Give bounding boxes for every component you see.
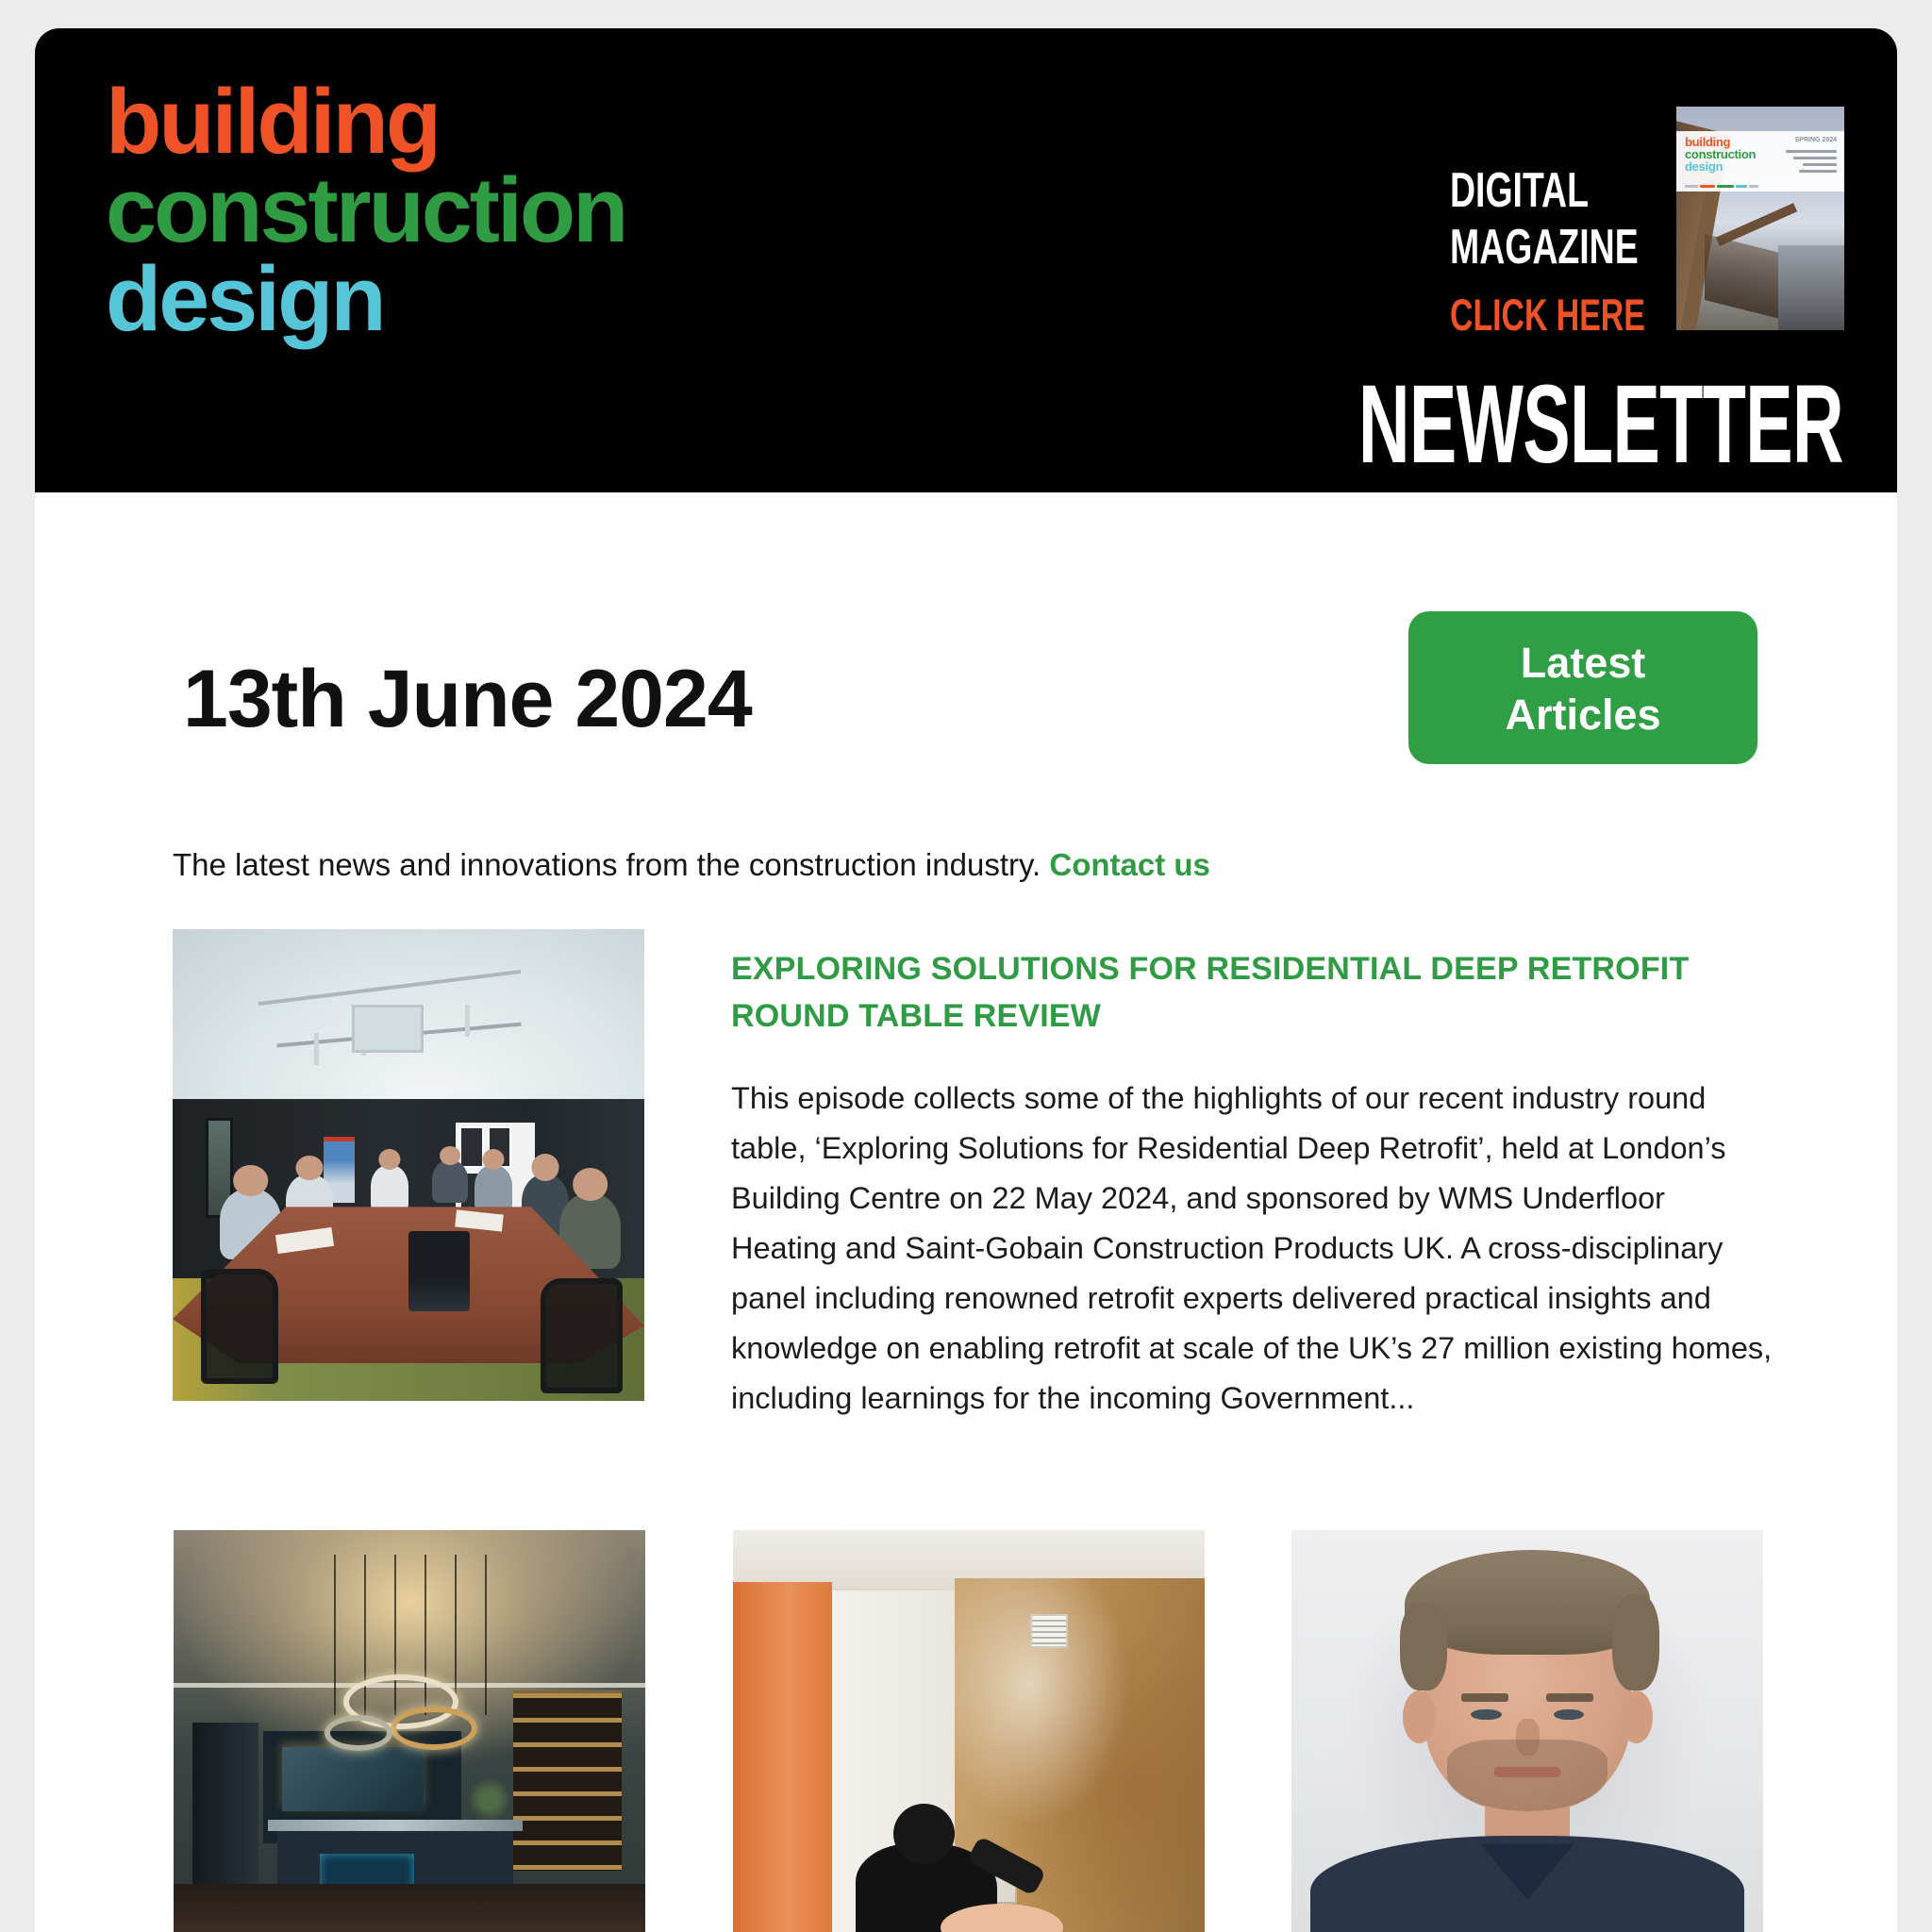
kitchen-backsplash-shape — [282, 1747, 424, 1811]
cover-logo-word-building: building — [1685, 135, 1731, 149]
meeting-person — [475, 1165, 512, 1212]
cover-photo-cityscape — [1778, 245, 1844, 330]
latest-articles-label-line1: Latest — [1520, 638, 1646, 687]
meeting-ceiling-vent — [352, 1005, 424, 1053]
cover-logo-word-design: design — [1685, 159, 1724, 174]
article-body-text: This episode collects some of the highlights of our recent industry round table, ‘Exploring Solutions for Residential Deep Retrofit’, held at London’s Building Centre on 22 May 2024, and sponsored by WMS Underfloor Heating and Saint-Gobain Construction Products UK. A cross-disciplinary panel including renowned retrofit experts delivered practical insights and knowledge on enabling retrofit at scale of the UK’s 27 million existing homes, including learnings for the incoming Government... — [731, 1081, 1773, 1415]
latest-articles-button[interactable] — [1408, 611, 1757, 764]
kitchen-shelving-shape — [513, 1690, 622, 1870]
portrait-eye — [1471, 1709, 1502, 1721]
cover-url-segment — [1717, 185, 1734, 188]
meeting-pendant-light — [314, 1033, 319, 1065]
contact-us-link[interactable]: Contact us — [1049, 847, 1210, 882]
newsletter-card — [35, 28, 1897, 1932]
portrait-ear — [1403, 1690, 1436, 1742]
digital-magazine-label-line1: DIGITAL — [1450, 163, 1589, 218]
meeting-pendant-light — [465, 1005, 470, 1037]
portrait-hair-side — [1612, 1594, 1659, 1690]
portrait-hair-side — [1400, 1603, 1447, 1691]
cover-contents-line — [1793, 157, 1837, 159]
gallery-image-kitchen[interactable] — [174, 1530, 645, 1932]
portrait-eyebrow — [1461, 1693, 1508, 1702]
meeting-person — [432, 1160, 468, 1203]
logo-word-construction: construction — [106, 158, 626, 261]
cover-contents-list — [1786, 150, 1837, 176]
cover-contents-line — [1786, 150, 1837, 153]
kitchen-floor-shape — [174, 1884, 645, 1932]
magazine-cover-thumbnail[interactable] — [1676, 107, 1844, 330]
cover-website-line — [1685, 185, 1758, 188]
gallery-image-wall-prep[interactable] — [733, 1530, 1205, 1932]
meeting-chair-shape — [201, 1269, 278, 1384]
logo-word-design: design — [106, 247, 384, 350]
date-heading: 13th June 2024 — [183, 654, 752, 744]
kitchen-cabinet-shape — [192, 1723, 258, 1883]
kitchen-ring-chandelier — [325, 1715, 392, 1751]
portrait-mouth — [1494, 1767, 1560, 1776]
cover-url-segment — [1736, 185, 1747, 188]
cover-url-segment — [1700, 185, 1715, 188]
article-image-round-table[interactable] — [173, 929, 644, 1401]
portrait-ear — [1620, 1690, 1653, 1742]
cover-logo-word-construction: construction — [1685, 147, 1757, 161]
cover-masthead-band — [1676, 131, 1844, 192]
meeting-chair-shape — [541, 1278, 623, 1393]
portrait-eyebrow — [1546, 1693, 1593, 1702]
cover-contents-line — [1799, 170, 1837, 173]
article-headline-link[interactable]: EXPLORING SOLUTIONS FOR RESIDENTIAL DEEP RETROFIT ROUND TABLE REVIEW — [731, 951, 1690, 1034]
frame — [459, 1126, 484, 1168]
latest-articles-label-line2: Articles — [1505, 690, 1661, 739]
intro-line — [173, 847, 1210, 883]
gallery-image-portrait[interactable] — [1291, 1530, 1763, 1932]
cover-issue-label: SPRING 2024 — [1794, 137, 1837, 143]
kitchen-shelf-lighting — [513, 1693, 622, 1870]
kitchen-counter-top — [268, 1820, 523, 1831]
digital-magazine-label-line2: MAGAZINE — [1450, 220, 1639, 275]
meeting-laptop-shape — [408, 1231, 470, 1311]
logo-word-building: building — [106, 70, 440, 173]
kitchen-plant-shape — [466, 1779, 513, 1820]
newsletter-title: NEWSLETTER — [1358, 362, 1843, 487]
wallprep-orange-wall — [733, 1582, 832, 1932]
article-text-column — [731, 945, 1774, 1424]
wallprep-worker-head — [893, 1804, 955, 1864]
cover-logo — [1685, 136, 1756, 173]
cover-contents-line — [1803, 163, 1837, 166]
cover-url-segment — [1685, 185, 1698, 188]
click-here-link[interactable]: CLICK HERE — [1450, 290, 1645, 340]
intro-text: The latest news and innovations from the construction industry. — [173, 847, 1050, 882]
brand-logo — [106, 70, 626, 350]
cover-url-segment — [1749, 185, 1758, 188]
wallprep-vent — [1030, 1614, 1068, 1648]
meeting-person — [371, 1165, 408, 1212]
header — [35, 28, 1897, 492]
